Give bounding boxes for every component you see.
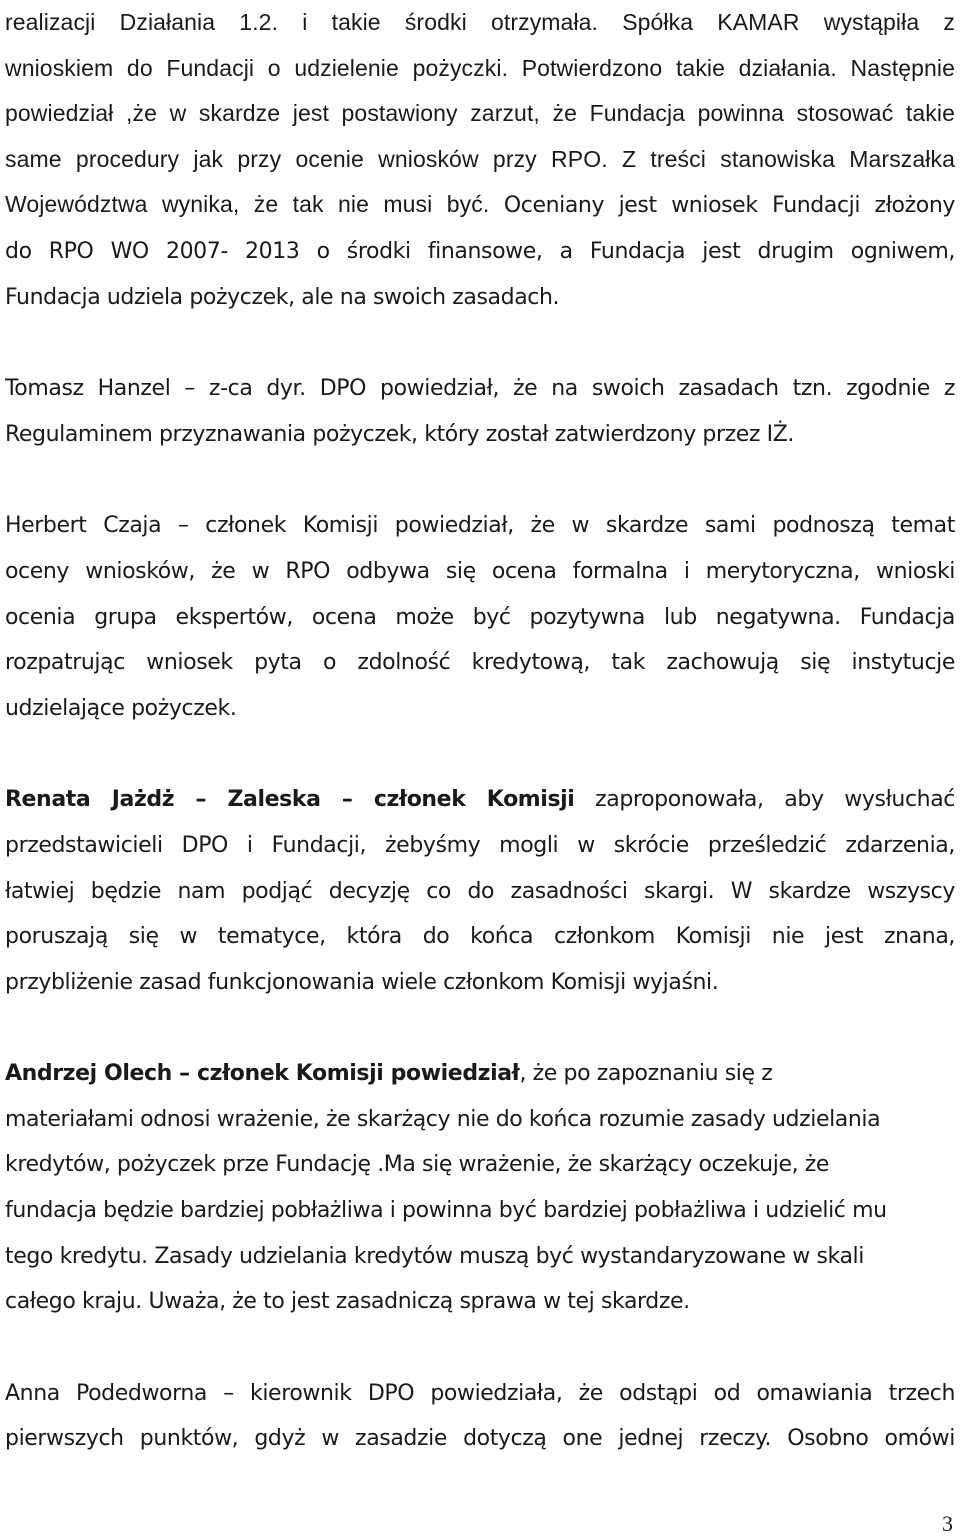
text-line: udzielające pożyczek. <box>5 695 237 721</box>
text-line: Tomasz Hanzel – z-ca dyr. DPO powiedział, że na swoich zasadach tzn. zgodnie z <box>5 376 955 402</box>
text-line: poruszają się w tematyce, która do końca członkom Komisji nie jest znana, <box>5 924 955 950</box>
text-segment: Fundacja <box>840 604 955 630</box>
text-line: materiałami odnosi wrażenie, że skarżący nie do końca rozumie zasady udzielania <box>5 1106 881 1132</box>
text-line: przybliżenie zasad funkcjonowania wiele członkom Komisji wyjaśni. <box>5 969 719 995</box>
text-line-mixed <box>5 1051 955 1097</box>
text-line: tego kredytu. Zasady udzielania kredytów muszą być wystandaryzowane w skali <box>5 1243 864 1269</box>
text-line: Herbert Czaja – członek Komisji powiedział, że w skardze sami podnoszą temat <box>5 513 955 539</box>
text-line-mixed <box>5 777 955 823</box>
text-line: fundacja będzie bardziej pobłażliwa i powinna być bardziej pobłażliwa i udzielić mu <box>5 1198 887 1224</box>
text-segment: Oceniany jest wniosek Fundacji złożony <box>489 193 955 219</box>
text-segment: W skardze wszyscy <box>714 878 955 904</box>
text-line: rozpatrując wniosek pyta o zdolność kredytową, tak zachowują się instytucje <box>5 650 955 676</box>
text-line-mixed <box>5 182 955 229</box>
text-line: pierwszych punktów, gdyż w zasadzie dotyczą one jednej rzeczy. Osobno omówi <box>5 1426 955 1452</box>
paragraph-1 <box>5 0 955 320</box>
text-line: przedstawicieli DPO i Fundacji, żebyśmy mogli w skrócie prześledzić zdarzenia, <box>5 832 955 858</box>
text-segment: zaproponowała, aby wysłuchać <box>574 787 955 813</box>
paragraph-3 <box>5 503 955 731</box>
text-line: do RPO WO 2007- 2013 o środki finansowe, a Fundacja jest drugim ogniwem, <box>5 238 955 264</box>
text-line-mixed <box>5 869 955 915</box>
text-line: powiedział ,że w skardze jest postawiony zarzut, że Fundacja powinna stosować takie <box>5 100 955 127</box>
text-line-mixed <box>5 595 955 641</box>
paragraph-5 <box>5 1051 955 1325</box>
text-segment: łatwiej będzie nam podjąć decyzję co do zasadności skargi. <box>5 878 715 904</box>
text-line: kredytów, pożyczek prze Fundację .Ma się wrażenie, że skarżący oczekuje, że <box>5 1152 830 1178</box>
text-line: same procedury jak przy ocenie wniosków przy RPO. Z treści stanowiska Marszałka <box>5 145 955 172</box>
text-line: wnioskiem do Fundacji o udzielenie pożyczki. Potwierdzono takie działania. Następnie <box>5 54 955 81</box>
text-segment: Województwa wynika, że tak nie musi być. <box>5 191 490 218</box>
speaker-name: Andrzej Olech – członek Komisji powiedział <box>5 1061 520 1087</box>
paragraph-2 <box>5 366 955 457</box>
page-number: 3 <box>942 1511 953 1536</box>
text-line: Regulaminem przyznawania pożyczek, który został zatwierdzony przez IŻ. <box>5 421 795 447</box>
text-segment: ocenia grupa ekspertów, ocena może być pozytywna lub negatywna. <box>5 604 841 630</box>
text-line: oceny wniosków, że w RPO odbywa się ocena formalna i merytoryczna, wnioski <box>5 558 955 584</box>
paragraph-4 <box>5 777 955 1005</box>
text-line: całego kraju. Uważa, że to jest zasadniczą sprawa w tej skardze. <box>5 1289 690 1315</box>
paragraph-6 <box>5 1371 955 1462</box>
speaker-name: Renata Jażdż – Zaleska – członek Komisji <box>5 787 575 813</box>
text-segment: , że po zapoznaniu się z <box>519 1061 773 1087</box>
document-page <box>5 0 955 1462</box>
text-line: Fundacja udziela pożyczek, ale na swoich zasadach. <box>5 284 560 310</box>
text-line: Anna Podedworna – kierownik DPO powiedziała, że odstąpi od omawiania trzech <box>5 1380 955 1406</box>
text-line: realizacji Działania 1.2. i takie środki otrzymała. Spółka KAMAR wystąpiła z <box>5 9 955 35</box>
